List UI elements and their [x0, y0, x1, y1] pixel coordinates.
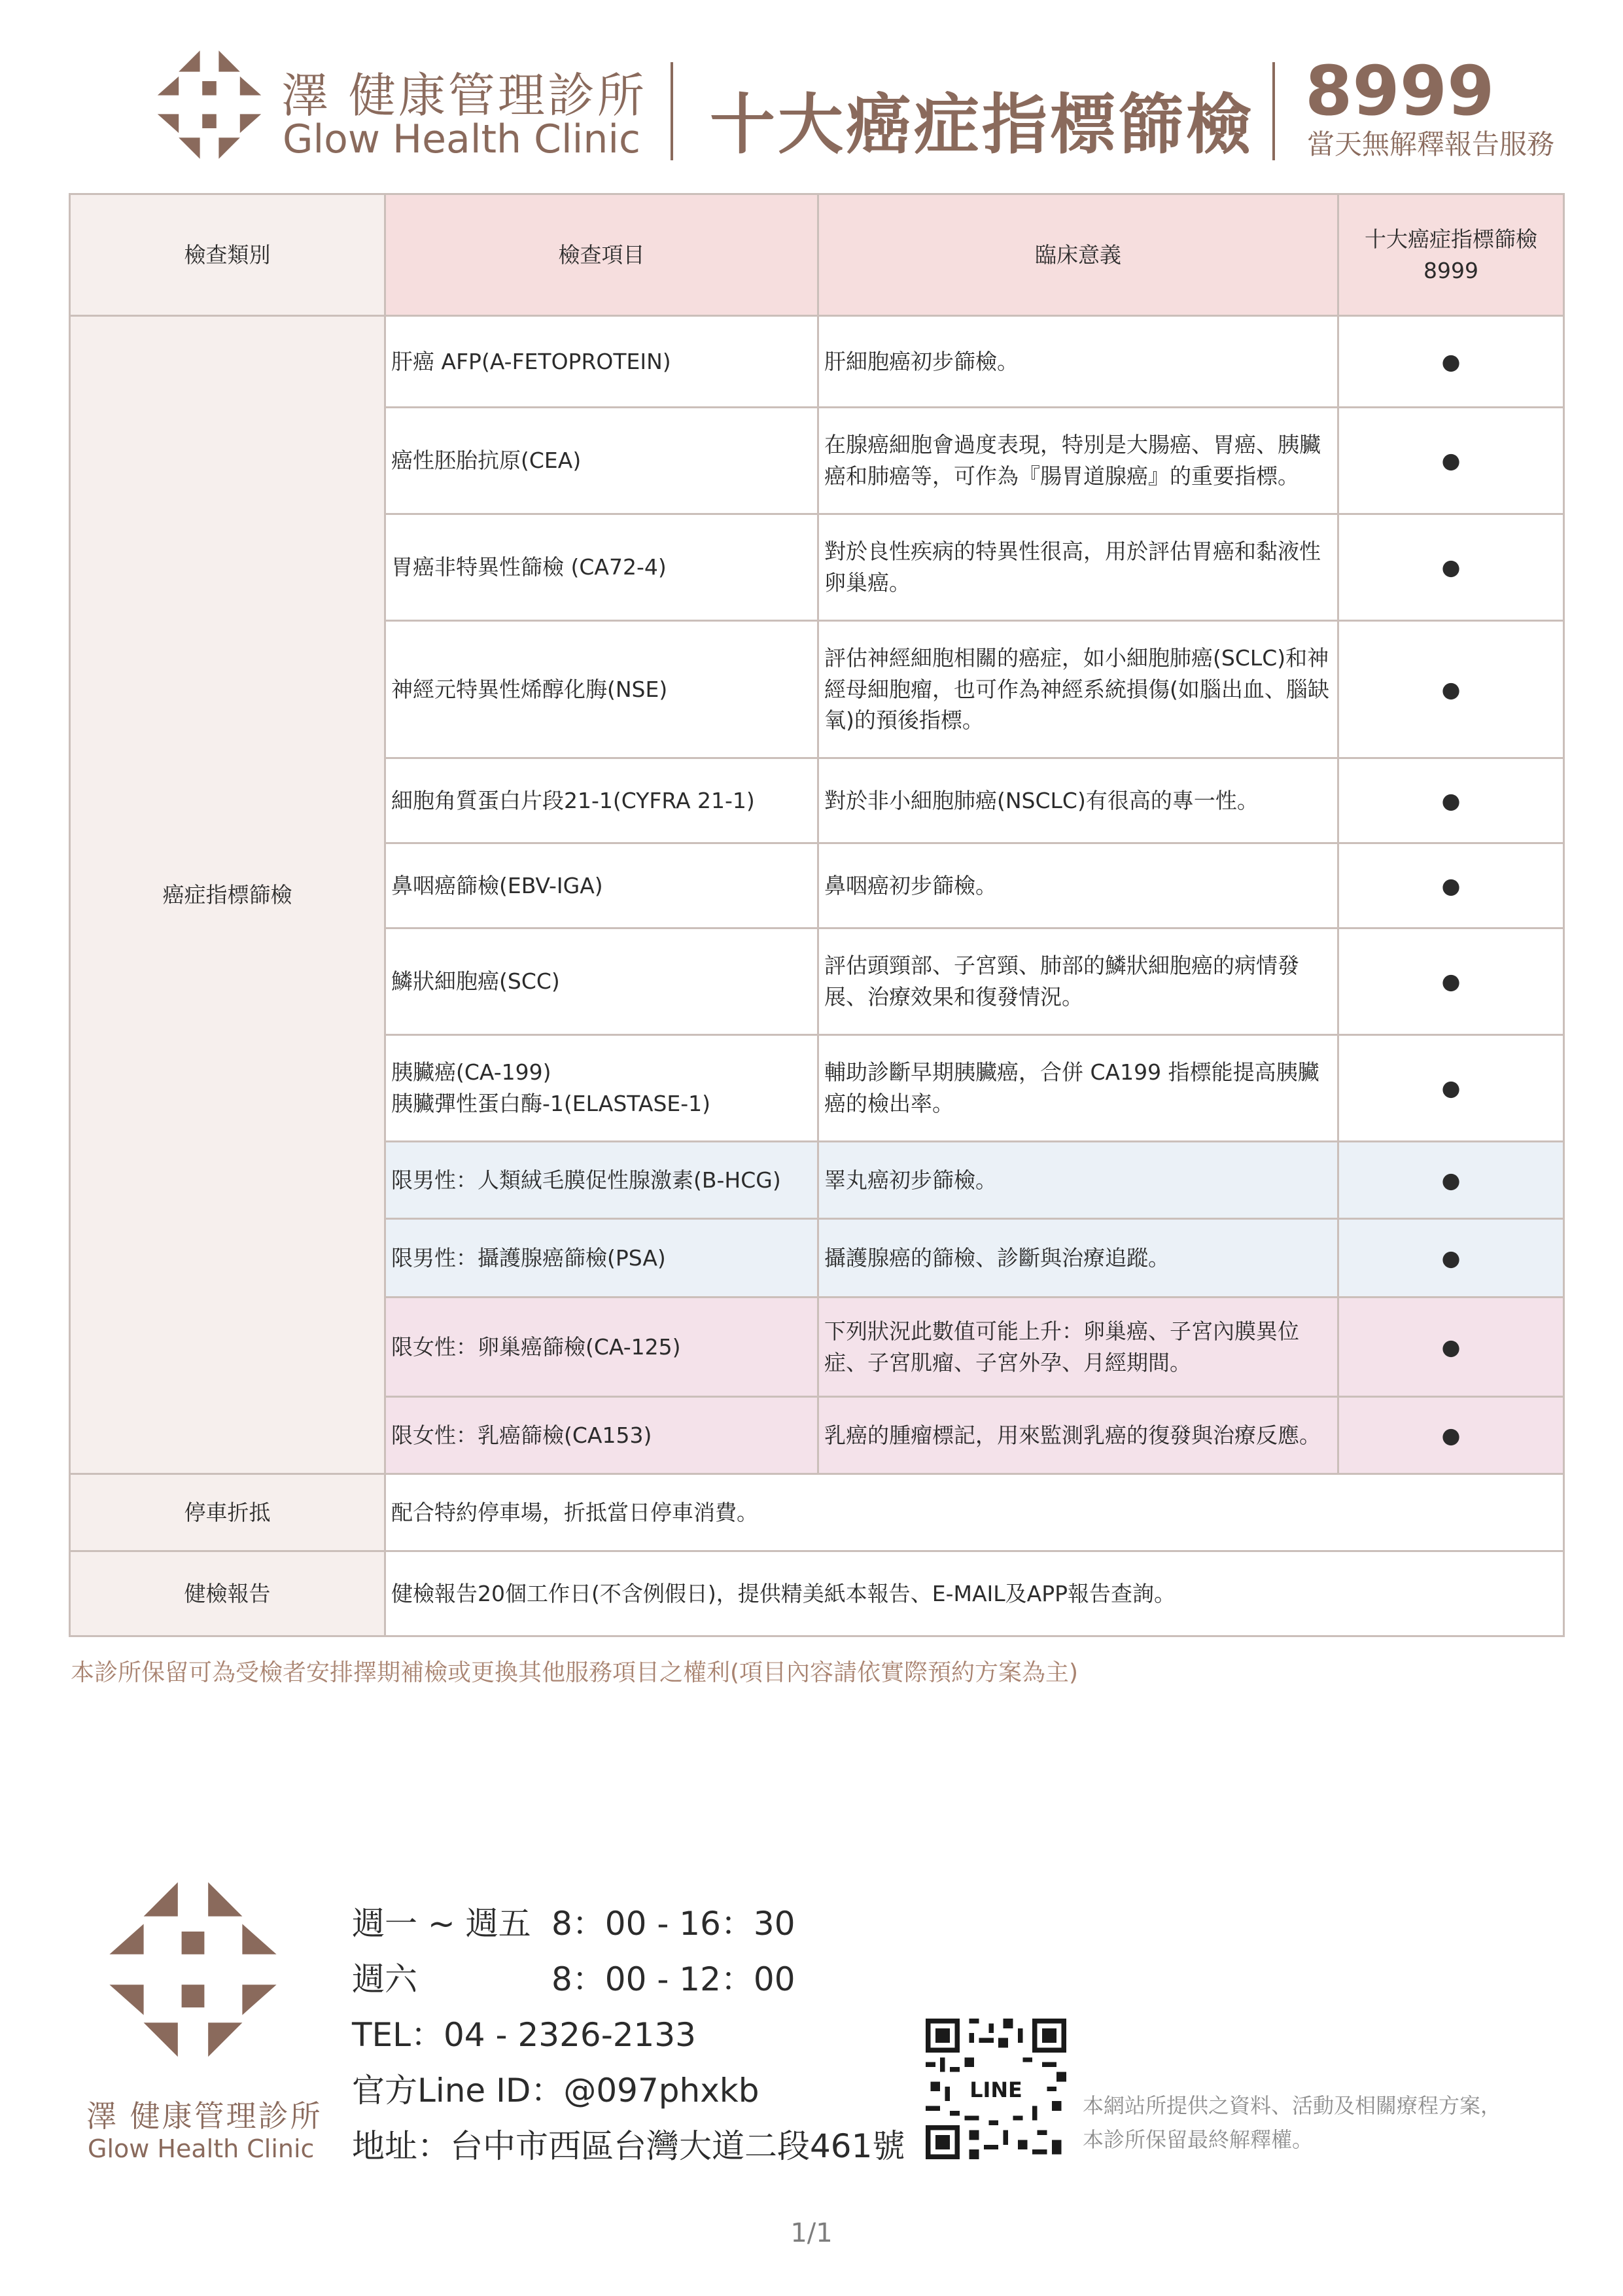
- clinic-logo-icon: [150, 46, 268, 164]
- address: 地址：台中市西區台灣大道二段461號: [352, 2127, 905, 2165]
- qr-line-label: LINE: [969, 2077, 1022, 2103]
- clinical-meaning: 鼻咽癌初步篩檢。: [818, 843, 1338, 928]
- header-package: [1338, 194, 1564, 316]
- clinic-logo-icon: [98, 1871, 288, 2068]
- disclaimer-note: 本診所保留可為受檢者安排擇期補檢或更換其他服務項目之權利(項目內容請依實際預約方案為主): [71, 1659, 1079, 1686]
- clinical-meaning: 對於良性疾病的特異性很高，用於評估胃癌和黏液性卵巢癌。: [818, 514, 1338, 621]
- test-item: 限女性：乳癌篩檢(CA153): [385, 1397, 818, 1474]
- header-divider: [671, 62, 673, 160]
- test-item: 限女性：卵巢癌篩檢(CA-125): [385, 1298, 818, 1397]
- package-subtitle: 當天無解釋報告服務: [1307, 128, 1555, 160]
- table-row-parking: [70, 1474, 1564, 1551]
- clinical-meaning: 評估頭頸部、子宮頸、肺部的鱗狀細胞癌的病情發展、治療效果和復發情況。: [818, 928, 1338, 1035]
- hours-saturday-time: 8：00 - 12：00: [551, 1960, 795, 1998]
- package-price: 8999: [1305, 51, 1495, 131]
- clinical-meaning: 攝護腺癌的篩檢、診斷與治療追蹤。: [818, 1219, 1338, 1298]
- header-divider: [1272, 62, 1275, 160]
- test-item-line: 胰臟彈性蛋白酶-1(ELASTASE-1): [391, 1091, 711, 1116]
- included-mark: ●: [1338, 1397, 1564, 1474]
- included-mark: ●: [1338, 1219, 1564, 1298]
- hours-saturday-label: 週六: [352, 1960, 417, 1998]
- footer-clinic-name-en: Glow Health Clinic: [88, 2134, 315, 2163]
- header-package-name: 十大癌症指標篩檢: [1365, 226, 1537, 252]
- screening-table: [69, 193, 1565, 1637]
- table-row-report: [70, 1551, 1564, 1636]
- hours-weekday-label: 週一 ~ 週五: [352, 1905, 531, 1943]
- test-item: 肝癌 AFP(A-FETOPROTEIN): [385, 316, 818, 408]
- table-row: [70, 316, 1564, 408]
- category-cancer-markers: 癌症指標篩檢: [70, 316, 385, 1474]
- clinical-meaning: 睪丸癌初步篩檢。: [818, 1142, 1338, 1219]
- clinical-meaning: 對於非小細胞肺癌(NSCLC)有很高的專一性。: [818, 758, 1338, 843]
- website-disclaimer-line: 本診所保留最終解釋權。: [1083, 2127, 1314, 2152]
- test-item-line: 胰臟癌(CA-199): [391, 1059, 551, 1086]
- line-id: 官方Line ID：@097phxkb: [352, 2072, 759, 2110]
- test-item: 癌性胚胎抗原(CEA): [385, 408, 818, 514]
- clinic-name-zh: 澤 健康管理診所: [281, 68, 647, 123]
- header-meaning: 臨床意義: [818, 194, 1338, 316]
- report-info: 健檢報告20個工作日(不含例假日)，提供精美紙本報告、E-MAIL及APP報告查詢。: [385, 1551, 1564, 1636]
- test-item: 限男性：攝護腺癌篩檢(PSA): [385, 1219, 818, 1298]
- included-mark: ●: [1338, 843, 1564, 928]
- test-item: 胃癌非特異性篩檢 (CA72-4): [385, 514, 818, 621]
- clinical-meaning: 下列狀況此數值可能上升：卵巢癌、子宮內膜異位症、子宮肌瘤、子宮外孕、月經期間。: [818, 1298, 1338, 1397]
- included-mark: ●: [1338, 928, 1564, 1035]
- test-item: 神經元特異性烯醇化脢(NSE): [385, 621, 818, 758]
- included-mark: ●: [1338, 758, 1564, 843]
- test-item: 限男性：人類絨毛膜促性腺激素(B-HCG): [385, 1142, 818, 1219]
- category-report: 健檢報告: [70, 1551, 385, 1636]
- header-item: 檢查項目: [385, 194, 818, 316]
- clinical-meaning: 輔助診斷早期胰臟癌，合併 CA199 指標能提高胰臟癌的檢出率。: [818, 1035, 1338, 1142]
- parking-info: 配合特約停車場，折抵當日停車消費。: [385, 1474, 1564, 1551]
- clinical-meaning: 評估神經細胞相關的癌症，如小細胞肺癌(SCLC)和神經母細胞瘤，也可作為神經系統損傷(如腦出血、腦缺氧)的預後指標。: [818, 621, 1338, 758]
- included-mark: ●: [1338, 1298, 1564, 1397]
- hours-saturday: [352, 1953, 795, 2000]
- included-mark: ●: [1338, 316, 1564, 408]
- test-item: 鱗狀細胞癌(SCC): [385, 928, 818, 1035]
- category-parking: 停車折抵: [70, 1474, 385, 1551]
- clinical-meaning: 在腺癌細胞會過度表現，特別是大腸癌、胃癌、胰臟癌和肺癌等，可作為『腸胃道腺癌』的重要指標。: [818, 408, 1338, 514]
- header-package-price: 8999: [1423, 257, 1478, 283]
- header-category: 檢查類別: [70, 194, 385, 316]
- hours-weekday-time: 8：00 - 16：30: [551, 1905, 795, 1943]
- phone-number: TEL：04 - 2326-2133: [352, 2016, 696, 2054]
- test-item: [385, 1035, 818, 1142]
- website-disclaimer-line: 本網站所提供之資料、活動及相關療程方案，: [1083, 2093, 1502, 2118]
- table-header-row: [70, 194, 1564, 316]
- line-qr-code-icon: [926, 2019, 1066, 2159]
- clinical-meaning: 乳癌的腫瘤標記，用來監測乳癌的復發與治療反應。: [818, 1397, 1338, 1474]
- hours-weekday: [352, 1898, 795, 1945]
- page-number: 1/1: [790, 2218, 833, 2248]
- included-mark: ●: [1338, 1035, 1564, 1142]
- included-mark: ●: [1338, 621, 1564, 758]
- test-item: 鼻咽癌篩檢(EBV-IGA): [385, 843, 818, 928]
- included-mark: ●: [1338, 408, 1564, 514]
- included-mark: ●: [1338, 1142, 1564, 1219]
- test-item: 細胞角質蛋白片段21-1(CYFRA 21-1): [385, 758, 818, 843]
- clinical-meaning: 肝細胞癌初步篩檢。: [818, 316, 1338, 408]
- clinic-name-en: Glow Health Clinic: [283, 116, 641, 162]
- included-mark: ●: [1338, 514, 1564, 621]
- footer-clinic-name-zh: 澤 健康管理診所: [86, 2098, 323, 2134]
- page-title: 十大癌症指標篩檢: [710, 86, 1254, 163]
